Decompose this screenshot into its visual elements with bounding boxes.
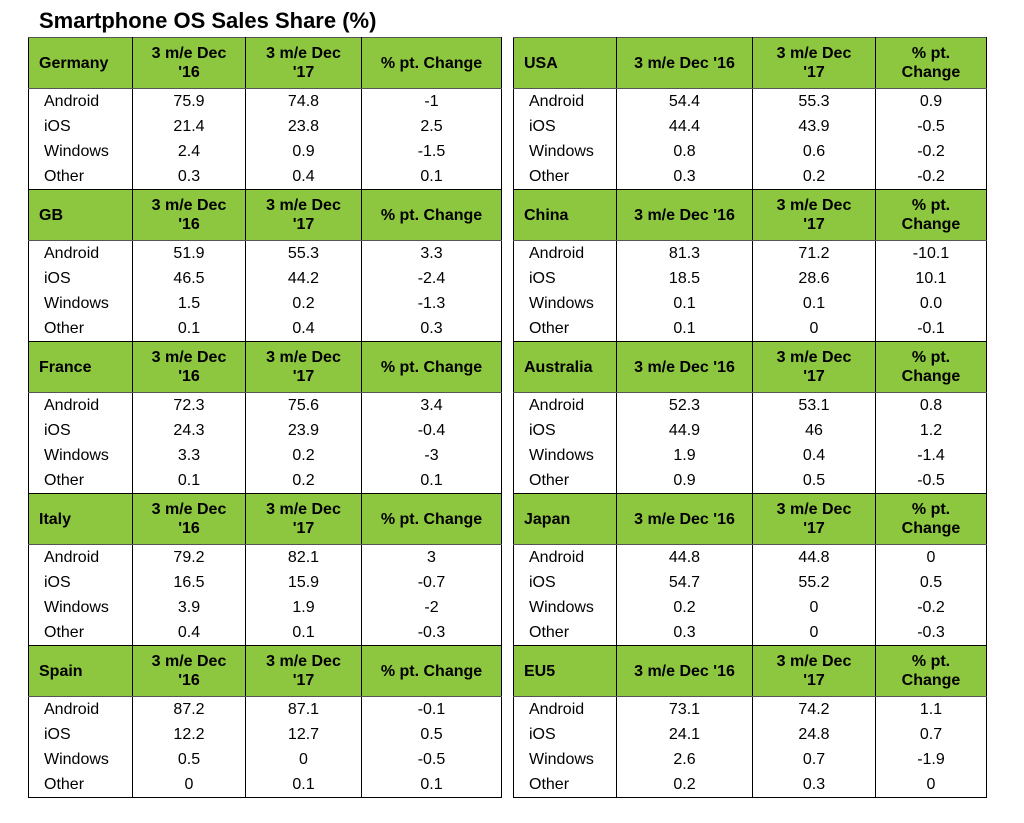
value-dec16: 0.4	[133, 620, 246, 646]
table-row	[29, 164, 502, 190]
os-name: iOS	[514, 570, 617, 595]
value-dec16: 0.9	[617, 468, 753, 494]
table-row	[29, 443, 502, 468]
value-change: 1.1	[876, 697, 987, 723]
table-row	[29, 570, 502, 595]
table-row	[29, 89, 502, 115]
left-panel	[28, 37, 501, 798]
table-row	[514, 393, 987, 419]
value-change: 1.2	[876, 418, 987, 443]
value-change: 0.3	[362, 316, 502, 342]
os-name: Android	[514, 241, 617, 267]
table-row	[514, 722, 987, 747]
value-dec16: 18.5	[617, 266, 753, 291]
value-dec16: 79.2	[133, 545, 246, 571]
region-header-row	[514, 190, 987, 241]
os-name: Other	[29, 316, 133, 342]
col-header-change: % pt. Change	[362, 190, 502, 241]
table-row	[29, 139, 502, 164]
os-name: Windows	[514, 443, 617, 468]
value-dec16: 24.3	[133, 418, 246, 443]
value-dec17: 0.3	[753, 772, 876, 798]
value-change: -0.4	[362, 418, 502, 443]
value-dec16: 54.7	[617, 570, 753, 595]
os-name: iOS	[514, 114, 617, 139]
value-dec17: 0.4	[246, 316, 362, 342]
table-row	[29, 266, 502, 291]
table-row	[29, 595, 502, 620]
os-name: Other	[514, 164, 617, 190]
os-name: iOS	[29, 114, 133, 139]
col-header-dec16: 3 m/e Dec '16	[133, 342, 246, 393]
value-dec17: 87.1	[246, 697, 362, 723]
right-table	[513, 37, 987, 798]
value-change: 0	[876, 545, 987, 571]
os-name: Android	[29, 545, 133, 571]
value-dec17: 0.2	[246, 443, 362, 468]
table-row	[514, 266, 987, 291]
value-change: 0.1	[362, 772, 502, 798]
value-dec17: 74.2	[753, 697, 876, 723]
value-dec16: 0.1	[133, 316, 246, 342]
region-name: France	[29, 342, 133, 393]
col-header-dec17: 3 m/e Dec '17	[246, 38, 362, 89]
value-change: -1.5	[362, 139, 502, 164]
value-dec17: 0	[753, 316, 876, 342]
value-dec17: 28.6	[753, 266, 876, 291]
table-row	[29, 722, 502, 747]
region-header-row	[514, 38, 987, 89]
os-name: Other	[29, 620, 133, 646]
value-change: -2	[362, 595, 502, 620]
value-dec17: 0.1	[753, 291, 876, 316]
table-row	[514, 139, 987, 164]
value-dec16: 52.3	[617, 393, 753, 419]
value-change: -0.5	[876, 468, 987, 494]
region-header-row	[514, 342, 987, 393]
os-name: iOS	[29, 418, 133, 443]
value-dec17: 44.2	[246, 266, 362, 291]
value-change: 0.8	[876, 393, 987, 419]
region-name: Japan	[514, 494, 617, 545]
os-name: iOS	[29, 570, 133, 595]
value-change: 0.5	[876, 570, 987, 595]
value-change: -2.4	[362, 266, 502, 291]
col-header-dec17: 3 m/e Dec '17	[753, 38, 876, 89]
os-name: Other	[29, 164, 133, 190]
table-row	[29, 545, 502, 571]
table-row	[514, 164, 987, 190]
value-change: -0.3	[362, 620, 502, 646]
value-dec16: 16.5	[133, 570, 246, 595]
os-name: iOS	[514, 418, 617, 443]
col-header-dec16: 3 m/e Dec '16	[617, 646, 753, 697]
value-dec16: 54.4	[617, 89, 753, 115]
table-row	[29, 747, 502, 772]
col-header-change: % pt. Change	[362, 646, 502, 697]
table-row	[514, 241, 987, 267]
value-dec17: 0.6	[753, 139, 876, 164]
value-change: 3	[362, 545, 502, 571]
value-change: -0.1	[876, 316, 987, 342]
value-change: 0.5	[362, 722, 502, 747]
value-change: 3.4	[362, 393, 502, 419]
value-dec17: 0	[246, 747, 362, 772]
region-name: China	[514, 190, 617, 241]
col-header-dec17: 3 m/e Dec '17	[753, 494, 876, 545]
os-name: Android	[514, 393, 617, 419]
value-dec16: 51.9	[133, 241, 246, 267]
table-row	[29, 772, 502, 798]
value-change: -0.1	[362, 697, 502, 723]
region-header-row	[514, 494, 987, 545]
value-change: -1.3	[362, 291, 502, 316]
value-change: 0	[876, 772, 987, 798]
page-title: Smartphone OS Sales Share (%)	[39, 8, 377, 33]
os-name: Windows	[514, 747, 617, 772]
table-row	[29, 316, 502, 342]
value-change: -1	[362, 89, 502, 115]
value-dec16: 12.2	[133, 722, 246, 747]
value-change: -1.9	[876, 747, 987, 772]
table-row	[29, 468, 502, 494]
value-dec17: 53.1	[753, 393, 876, 419]
value-change: -0.5	[876, 114, 987, 139]
value-dec16: 3.3	[133, 443, 246, 468]
col-header-dec17: 3 m/e Dec '17	[246, 342, 362, 393]
value-change: 10.1	[876, 266, 987, 291]
value-dec16: 0.3	[617, 620, 753, 646]
value-dec16: 1.9	[617, 443, 753, 468]
col-header-change: % pt. Change	[362, 342, 502, 393]
value-dec17: 82.1	[246, 545, 362, 571]
table-row	[514, 291, 987, 316]
value-dec17: 55.3	[753, 89, 876, 115]
value-dec17: 0	[753, 595, 876, 620]
region-header-row	[514, 646, 987, 697]
col-header-dec17: 3 m/e Dec '17	[753, 342, 876, 393]
value-dec17: 1.9	[246, 595, 362, 620]
os-name: Android	[514, 697, 617, 723]
value-dec16: 1.5	[133, 291, 246, 316]
value-dec16: 0.2	[617, 772, 753, 798]
os-name: Android	[29, 241, 133, 267]
value-dec16: 0.3	[133, 164, 246, 190]
table-row	[514, 114, 987, 139]
col-header-dec17: 3 m/e Dec '17	[246, 494, 362, 545]
os-name: iOS	[514, 722, 617, 747]
value-dec17: 44.8	[753, 545, 876, 571]
col-header-dec16: 3 m/e Dec '16	[617, 494, 753, 545]
value-change: -10.1	[876, 241, 987, 267]
os-name: Android	[514, 89, 617, 115]
value-dec17: 74.8	[246, 89, 362, 115]
col-header-change: % pt. Change	[876, 494, 987, 545]
os-name: Windows	[29, 139, 133, 164]
value-dec17: 43.9	[753, 114, 876, 139]
col-header-dec16: 3 m/e Dec '16	[133, 494, 246, 545]
col-header-change: % pt. Change	[362, 38, 502, 89]
col-header-change: % pt. Change	[876, 190, 987, 241]
region-header-row	[29, 342, 502, 393]
table-row	[29, 418, 502, 443]
value-dec17: 15.9	[246, 570, 362, 595]
left-table	[28, 37, 502, 798]
value-change: -1.4	[876, 443, 987, 468]
table-row	[514, 316, 987, 342]
col-header-change: % pt. Change	[876, 38, 987, 89]
table-row	[514, 545, 987, 571]
col-header-dec16: 3 m/e Dec '16	[617, 190, 753, 241]
table-row	[514, 772, 987, 798]
region-name: EU5	[514, 646, 617, 697]
value-dec17: 0.1	[246, 620, 362, 646]
table-row	[514, 747, 987, 772]
os-name: Other	[514, 772, 617, 798]
value-dec16: 0.5	[133, 747, 246, 772]
os-name: Windows	[29, 443, 133, 468]
value-change: 0.7	[876, 722, 987, 747]
value-change: 2.5	[362, 114, 502, 139]
col-header-dec17: 3 m/e Dec '17	[246, 190, 362, 241]
region-header-row	[29, 190, 502, 241]
os-name: iOS	[29, 722, 133, 747]
region-header-row	[29, 38, 502, 89]
col-header-dec17: 3 m/e Dec '17	[753, 190, 876, 241]
value-dec17: 23.8	[246, 114, 362, 139]
region-name: Germany	[29, 38, 133, 89]
col-header-dec17: 3 m/e Dec '17	[246, 646, 362, 697]
table-row	[514, 595, 987, 620]
os-name: Windows	[514, 291, 617, 316]
value-dec16: 81.3	[617, 241, 753, 267]
table-row	[29, 620, 502, 646]
col-header-dec16: 3 m/e Dec '16	[133, 38, 246, 89]
col-header-dec16: 3 m/e Dec '16	[617, 342, 753, 393]
value-change: -0.7	[362, 570, 502, 595]
value-change: 3.3	[362, 241, 502, 267]
os-name: Android	[514, 545, 617, 571]
value-dec16: 44.8	[617, 545, 753, 571]
value-change: -0.2	[876, 164, 987, 190]
col-header-dec17: 3 m/e Dec '17	[753, 646, 876, 697]
value-dec16: 73.1	[617, 697, 753, 723]
table-row	[29, 114, 502, 139]
region-name: Spain	[29, 646, 133, 697]
value-dec16: 21.4	[133, 114, 246, 139]
table-row	[514, 620, 987, 646]
col-header-dec16: 3 m/e Dec '16	[617, 38, 753, 89]
value-dec16: 0.3	[617, 164, 753, 190]
col-header-change: % pt. Change	[362, 494, 502, 545]
value-dec16: 46.5	[133, 266, 246, 291]
value-dec16: 87.2	[133, 697, 246, 723]
col-header-change: % pt. Change	[876, 646, 987, 697]
table-row	[514, 418, 987, 443]
os-name: Windows	[29, 595, 133, 620]
col-header-dec16: 3 m/e Dec '16	[133, 190, 246, 241]
value-dec17: 12.7	[246, 722, 362, 747]
value-dec17: 0.2	[246, 291, 362, 316]
col-header-change: % pt. Change	[876, 342, 987, 393]
os-name: Android	[29, 697, 133, 723]
region-name: GB	[29, 190, 133, 241]
value-dec17: 0	[753, 620, 876, 646]
value-dec16: 0.1	[617, 291, 753, 316]
region-name: Australia	[514, 342, 617, 393]
os-name: Other	[29, 468, 133, 494]
value-dec17: 46	[753, 418, 876, 443]
value-dec17: 0.2	[753, 164, 876, 190]
table-row	[514, 570, 987, 595]
table-row	[514, 468, 987, 494]
value-dec16: 0.1	[617, 316, 753, 342]
value-dec16: 44.9	[617, 418, 753, 443]
region-name: USA	[514, 38, 617, 89]
region-name: Italy	[29, 494, 133, 545]
os-name: Android	[29, 89, 133, 115]
value-dec16: 2.6	[617, 747, 753, 772]
table-row	[514, 443, 987, 468]
value-change: 0.0	[876, 291, 987, 316]
os-name: Other	[514, 620, 617, 646]
os-name: Windows	[29, 291, 133, 316]
value-change: 0.9	[876, 89, 987, 115]
value-dec16: 0	[133, 772, 246, 798]
value-dec16: 0.8	[617, 139, 753, 164]
value-dec17: 55.2	[753, 570, 876, 595]
value-dec17: 0.4	[246, 164, 362, 190]
value-dec17: 23.9	[246, 418, 362, 443]
value-dec17: 55.3	[246, 241, 362, 267]
value-dec16: 44.4	[617, 114, 753, 139]
value-dec17: 0.2	[246, 468, 362, 494]
value-dec17: 0.5	[753, 468, 876, 494]
value-dec17: 0.9	[246, 139, 362, 164]
os-name: Other	[514, 316, 617, 342]
region-header-row	[29, 646, 502, 697]
value-change: -0.2	[876, 595, 987, 620]
table-row	[29, 291, 502, 316]
value-dec16: 0.1	[133, 468, 246, 494]
value-change: -0.2	[876, 139, 987, 164]
value-dec17: 24.8	[753, 722, 876, 747]
value-dec16: 75.9	[133, 89, 246, 115]
table-row	[29, 241, 502, 267]
value-dec17: 75.6	[246, 393, 362, 419]
os-name: Other	[514, 468, 617, 494]
os-name: Windows	[514, 139, 617, 164]
value-dec16: 3.9	[133, 595, 246, 620]
value-dec17: 71.2	[753, 241, 876, 267]
table-row	[29, 697, 502, 723]
value-change: 0.1	[362, 468, 502, 494]
value-dec16: 0.2	[617, 595, 753, 620]
table-row	[29, 393, 502, 419]
table-row	[514, 89, 987, 115]
value-dec16: 2.4	[133, 139, 246, 164]
value-dec16: 24.1	[617, 722, 753, 747]
value-dec17: 0.7	[753, 747, 876, 772]
value-change: -0.3	[876, 620, 987, 646]
os-name: Other	[29, 772, 133, 798]
value-change: -0.5	[362, 747, 502, 772]
os-name: Windows	[514, 595, 617, 620]
col-header-dec16: 3 m/e Dec '16	[133, 646, 246, 697]
value-change: 0.1	[362, 164, 502, 190]
region-header-row	[29, 494, 502, 545]
os-name: iOS	[514, 266, 617, 291]
right-panel	[513, 37, 986, 798]
value-dec16: 72.3	[133, 393, 246, 419]
os-name: Windows	[29, 747, 133, 772]
os-name: iOS	[29, 266, 133, 291]
value-dec17: 0.4	[753, 443, 876, 468]
os-name: Android	[29, 393, 133, 419]
value-change: -3	[362, 443, 502, 468]
table-row	[514, 697, 987, 723]
value-dec17: 0.1	[246, 772, 362, 798]
